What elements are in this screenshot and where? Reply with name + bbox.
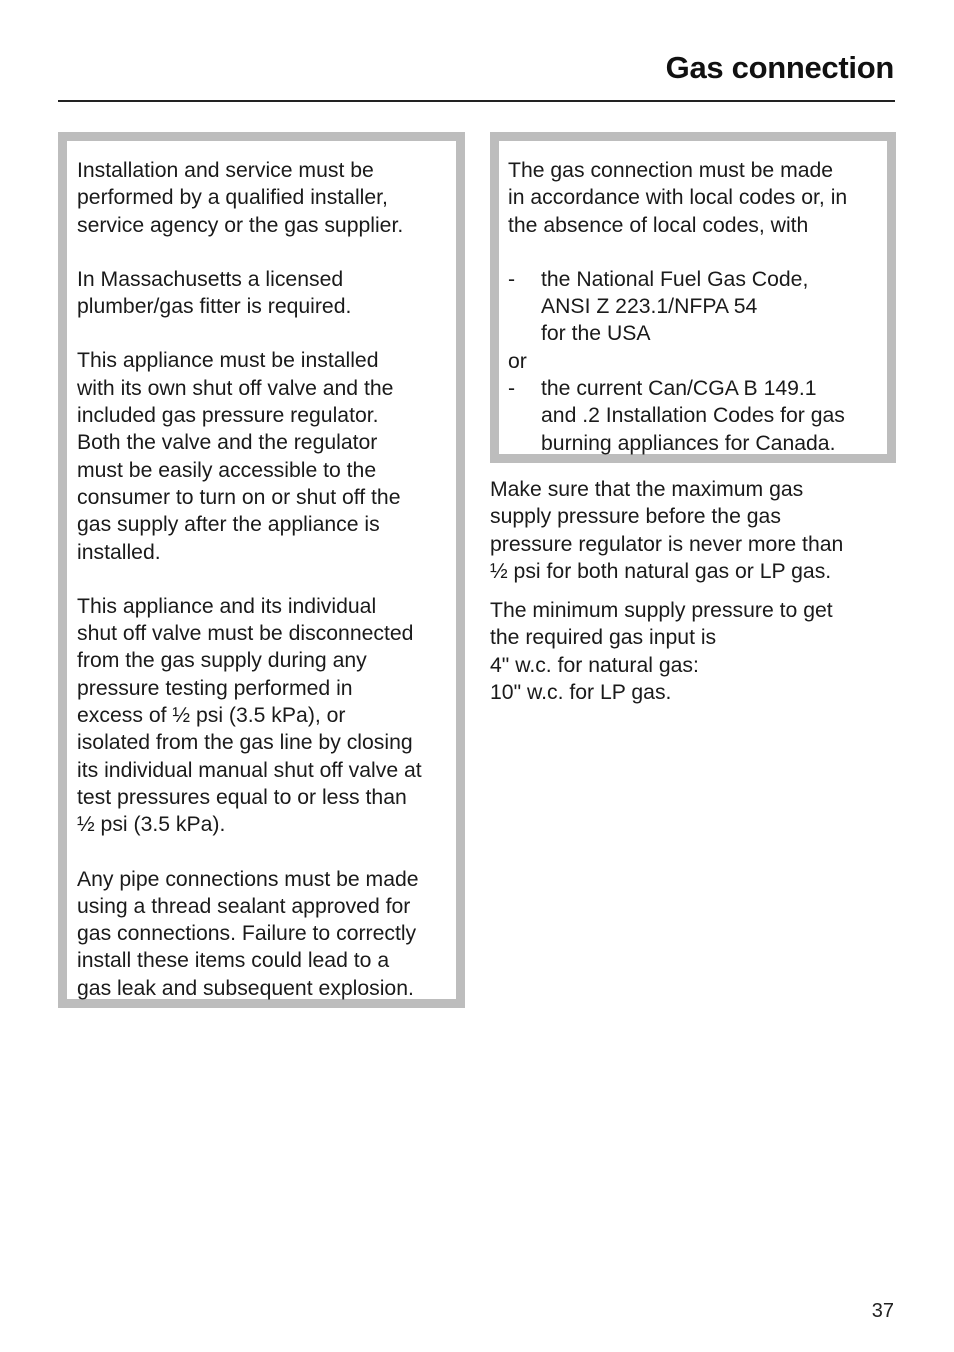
or-separator: or: [508, 349, 527, 373]
bullet-dash: -: [508, 267, 516, 291]
page-number: 37: [871, 1300, 894, 1322]
paragraph-maximum-pressure: Make sure that the maximum gas supply pressure before the gas pressure regulator is never more than ½ psi for both natural gas or LP gas.: [490, 478, 844, 583]
installation-requirements-box: [58, 132, 465, 1008]
paragraph-qualified-installer: Installation and service must be performed by a qualified installer, service agency or the gas supplier.: [77, 159, 404, 237]
paragraph-pressure-testing: This appliance and its individual shut off valve must be disconnected from the gas supply during any pressure testing performed in excess of ½ psi (3.5 kPa), or isolated from the gas line by closing its individual manual shut off valve at test pressures equal to or less than ½ psi (3.5 kPa).: [77, 594, 422, 837]
paragraph-minimum-pressure: The minimum supply pressure to get the required gas input is 4" w.c. for natural gas: 10" w.c. for LP gas.: [490, 599, 833, 705]
title-divider: [58, 100, 895, 102]
paragraph-local-codes: The gas connection must be made in accordance with local codes or, in the absence of local codes, with: [508, 159, 848, 237]
bullet-national-fuel-gas-code: - the National Fuel Gas Code, ANSI Z 223.1/NFPA 54 for the USA: [508, 267, 809, 346]
paragraph-pipe-connections: Any pipe connections must be made using a thread sealant approved for gas connections. Failure to correctly install these items could lead to a gas leak and subsequent explosion.: [77, 867, 419, 1000]
paragraph-massachusetts: In Massachusetts a licensed plumber/gas fitter is required.: [77, 267, 352, 319]
bullet-canada-codes: - the current Can/CGA B 149.1 and .2 Installation Codes for gas burning appliances for Canada.: [508, 377, 845, 455]
bullet-dash: -: [508, 377, 516, 401]
gas-codes-box: [490, 132, 896, 463]
paragraph-shut-off-valve: This appliance must be installed with its own shut off valve and the included gas pressure regulator. Both the valve and the regulator must be easily accessible to the consumer to turn on or shut off the gas supply after the appliance is installed.: [77, 349, 401, 564]
page-title: Gas connection: [665, 50, 894, 85]
supply-pressure-section: [490, 476, 896, 718]
